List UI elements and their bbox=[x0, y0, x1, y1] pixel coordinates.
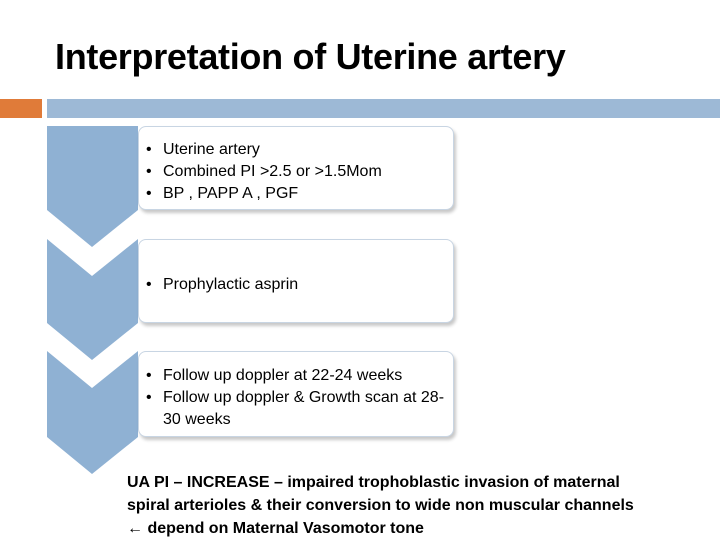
bullet-item: • Follow up doppler & Growth scan at 28-30 weeks bbox=[163, 387, 445, 431]
bullet-item: • Uterine artery bbox=[163, 139, 445, 161]
bullet-item: • Combined PI >2.5 or >1.5Mom bbox=[163, 161, 445, 183]
chevron-3 bbox=[47, 351, 138, 474]
footer-line-1: UA PI – INCREASE – impaired trophoblastic invasion of maternal bbox=[127, 474, 620, 491]
bullet-item: • Follow up doppler at 22-24 weeks bbox=[163, 365, 445, 387]
left-arrow-icon: ← bbox=[127, 520, 143, 537]
bullet-item: • BP , PAPP A , PGF bbox=[163, 183, 445, 205]
step-box-1 bbox=[138, 126, 454, 210]
step-box-2 bbox=[138, 239, 454, 323]
bullet-item: • Prophylactic asprin bbox=[163, 274, 445, 296]
footer-line-3-text: depend on Maternal Vasomotor tone bbox=[147, 520, 424, 537]
step-box-3 bbox=[138, 351, 454, 437]
chevron-2 bbox=[47, 239, 138, 360]
footer-note bbox=[127, 471, 717, 540]
footer-line-2: spiral arterioles & their conversion to wide non muscular channels bbox=[127, 497, 634, 514]
footer-line-3 bbox=[127, 517, 717, 540]
slide-title: Interpretation of Uterine artery bbox=[55, 36, 566, 77]
chevron-1 bbox=[47, 126, 138, 247]
